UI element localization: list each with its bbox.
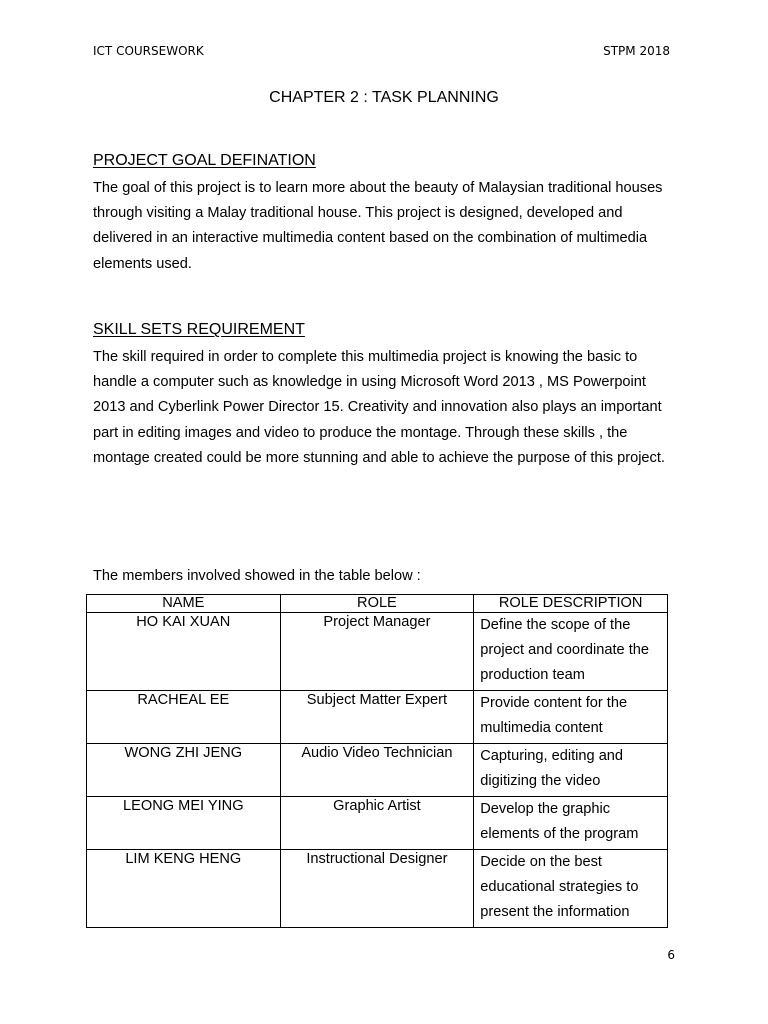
members-table [86,594,668,928]
members-table-intro: The members involved showed in the table below : [93,568,421,584]
member-role-description: Define the scope of the project and coordinate the production team [474,613,668,691]
member-name: RACHEAL EE [87,691,281,744]
member-name: LIM KENG HENG [87,850,281,928]
header-right-text: STPM 2018 [603,44,670,58]
project-goal-heading: PROJECT GOAL DEFINATION [93,152,316,169]
member-name: LEONG MEI YING [87,797,281,850]
member-role-description: Develop the graphic elements of the program [474,797,668,850]
page-number: 6 [667,948,675,962]
member-role-description: Decide on the best educational strategies to present the information [474,850,668,928]
member-role: Project Manager [280,613,474,691]
table-row [87,744,668,797]
member-role: Graphic Artist [280,797,474,850]
member-role: Subject Matter Expert [280,691,474,744]
header-role: ROLE [280,595,474,613]
table-row [87,797,668,850]
member-role: Instructional Designer [280,850,474,928]
table-row [87,850,668,928]
table-header-row [87,595,668,613]
skill-sets-paragraph: The skill required in order to complete this multimedia project is knowing the basic to handle a computer such as knowledge in using Microsoft Word 2013 , MS Powerpoint 2013 and Cyberlink Power Director 15. Creativity and innovation also plays an important part in editing images and video to produce the montage. Through these skills , the montage created could be more stunning and able to achieve the purpose of this project. [93,349,665,466]
header-role-description: ROLE DESCRIPTION [474,595,668,613]
member-role-description: Provide content for the multimedia content [474,691,668,744]
member-role: Audio Video Technician [280,744,474,797]
member-role-description: Capturing, editing and digitizing the video [474,744,668,797]
chapter-title: CHAPTER 2 : TASK PLANNING [269,89,499,106]
table-row [87,691,668,744]
skill-sets-heading: SKILL SETS REQUIREMENT [93,321,305,338]
table-row [87,613,668,691]
header-left-text: ICT COURSEWORK [93,44,204,58]
member-name: HO KAI XUAN [87,613,281,691]
header-name: NAME [87,595,281,613]
member-name: WONG ZHI JENG [87,744,281,797]
project-goal-paragraph: The goal of this project is to learn more about the beauty of Malaysian traditional houses through visiting a Malay traditional house. This project is designed, developed and delivered in an interactive multimedia content based on the combination of multimedia elements used. [93,180,663,272]
